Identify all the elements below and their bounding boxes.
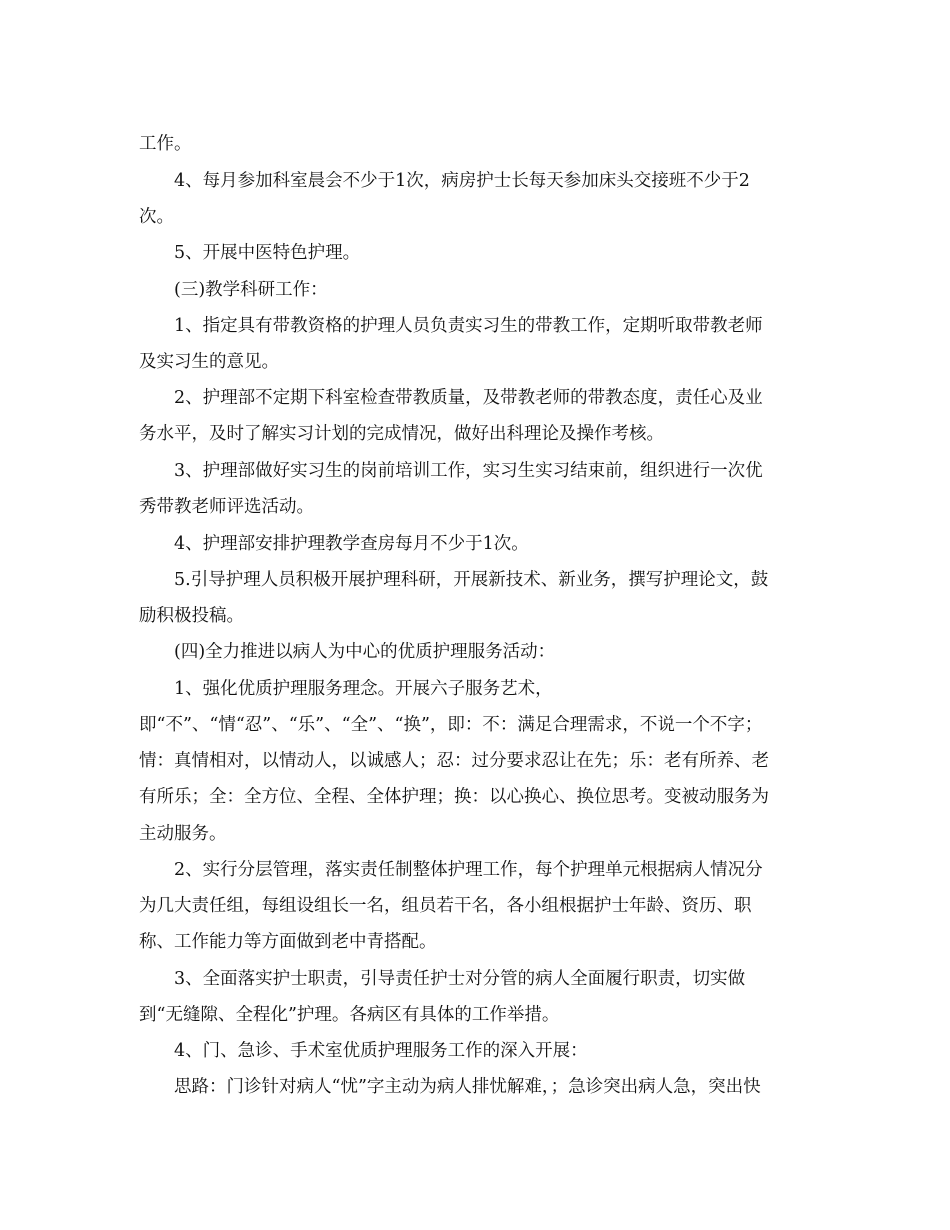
text-line: 称、工作能力等方面做到老中青搭配。	[139, 932, 437, 952]
text-line: 3、全面落实护士职责，引导责任护士对分管的病人全面履行职责，切实做	[174, 969, 746, 989]
text-line: 1、指定具有带教资格的护理人员负责实习生的带教工作，定期听取带教老师	[174, 316, 763, 336]
text-line: 3、护理部做好实习生的岗前培训工作，实习生实习结束前，组织进行一次优	[174, 461, 763, 481]
text-line: 4、每月参加科室晨会不少于1次，病房护士长每天参加床头交接班不少于2	[174, 171, 750, 191]
text-line: 有所乐；全：全方位、全程、全体护理；换：以心换心、换位思考。变被动服务为	[139, 787, 769, 807]
text-line: 5、开展中医特色护理。	[174, 243, 361, 263]
text-line: 思路：门诊针对病人“忧”字主动为病人排忧解难，；急诊突出病人急，突出快	[174, 1077, 761, 1097]
text-line: 即“不”、“情“忍”、“乐”、“全”、“换”，即：不：满足合理需求，不说一个不字；	[139, 715, 763, 735]
text-line: 励积极投稿。	[139, 606, 244, 626]
text-line: 4、门、急诊、手术室优质护理服务工作的深入开展：	[174, 1041, 588, 1061]
text-line: 为几大责任组，每组设组长一名，组员若干名，各小组根据护士年龄、资历、职	[139, 896, 752, 916]
text-line: 4、护理部安排护理教学查房每月不少于1次。	[174, 534, 529, 554]
text-line: 2、实行分层管理，落实责任制整体护理工作，每个护理单元根据病人情况分	[174, 860, 763, 880]
text-line: 秀带教老师评选活动。	[139, 497, 314, 517]
text-line: 工作。	[139, 134, 192, 154]
section-heading: (四)全力推进以病人为中心的优质护理服务活动：	[174, 642, 556, 662]
text-line: 务水平，及时了解实习计划的完成情况，做好出科理论及操作考核。	[139, 424, 664, 444]
text-line: 1、强化优质护理服务理念。开展六子服务艺术，	[174, 679, 553, 699]
text-line: 5.引导护理人员积极开展护理科研，开展新技术、新业务，撰写护理论文，鼓	[174, 570, 769, 590]
text-line: 到“无缝隙、全程化”护理。各病区有具体的工作举措。	[139, 1005, 560, 1025]
text-line: 及实习生的意见。	[139, 352, 279, 372]
text-line: 次。	[139, 207, 174, 227]
text-line: 主动服务。	[139, 824, 227, 844]
section-heading: (三)教学科研工作：	[174, 280, 328, 300]
text-line: 2、护理部不定期下科室检查带教质量，及带教老师的带教态度，责任心及业	[174, 388, 763, 408]
text-line: 情：真情相对，以情动人，以诚感人；忍：过分要求忍让在先；乐：老有所养、老	[139, 751, 769, 771]
